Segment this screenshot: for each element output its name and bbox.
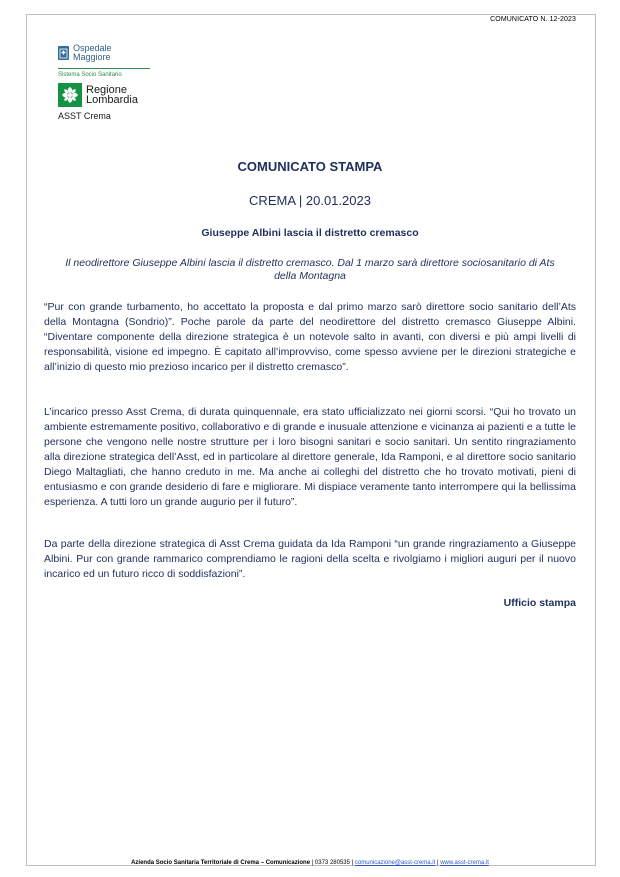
asst-crema-label: ASST Crema (58, 111, 111, 121)
lombardy-rose-icon (58, 83, 82, 107)
hospital-icon (58, 46, 69, 60)
asst-crema-logo (58, 44, 158, 121)
footer (0, 860, 620, 866)
lombardia-label: Lombardia (86, 94, 138, 106)
footer-website-link[interactable]: www.asst-crema.it (440, 860, 489, 866)
headline: Giuseppe Albini lascia il distretto cremasco (201, 227, 419, 239)
subtitle: Il neodirettore Giuseppe Albini lascia il distretto cremasco. Dal 1 marzo sarà direttore sociosanitario di Ats della Montagna (65, 257, 555, 282)
ospedale-label: Ospedale (73, 43, 112, 53)
body-paragraph-3: Da parte della direzione strategica di Asst Crema guidata da Ida Ramponi “un grande ringraziamento a Giuseppe Albini. Pur con grande rammarico comprendiamo le ragioni della scelta e rivolgiamo i migliori auguri per il nuovo incarico ed un futuro ricco di soddisfazioni”. (44, 538, 576, 580)
logo-divider (58, 68, 150, 69)
body-paragraph-2: L’incarico presso Asst Crema, di durata quinquennale, era stato ufficializzato nei giorni scorsi. “Qui ho trovato un ambiente estremamente positivo, collaborativo e di grande e inusuale attenzione e vicinanza ai pazienti e a tutte le persone che vengono nelle nostre strutture per i loro bisogni sanitari e socio sanitari. Un sentito ringraziamento alla direzione strategica dell’Asst, ed in particolare al direttore generale, Ida Ramponi, e al direttore socio sanitario Diego Maltagliati, che hanno creduto in me. Ma anche ai colleghi del distretto che ho trovato motivati, pieni di entusiasmo e con grande desiderio di fare e migliorare. Mi dispiace veramente tanto interrompere qui la bellissima esperienza. A tutti loro un grande augurio per il futuro”. (44, 406, 576, 508)
footer-org: Azienda Socio Sanitaria Territoriale di Crema – Comunicazione (131, 860, 311, 866)
document-date: CREMA | 20.01.2023 (249, 193, 371, 208)
footer-separator: | (435, 860, 441, 866)
ospedale-maggiore-logo (58, 44, 158, 62)
signature: Ufficio stampa (503, 597, 576, 609)
footer-phone: | 0373 280535 | (310, 860, 355, 866)
regione-lombardia-logo (58, 83, 158, 107)
footer-email-link[interactable]: comunicazione@asst-crema.it (354, 860, 436, 866)
document-title: COMUNICATO STAMPA (237, 159, 383, 174)
maggiore-label: Maggiore (73, 52, 111, 62)
regione-label: Regione (86, 84, 127, 96)
sistema-socio-sanitario-label: Sistema Socio Sanitario (58, 72, 122, 78)
body-paragraph-1: “Pur con grande turbamento, ho accettato la proposta e dal primo marzo sarò direttore socio sanitario dell’Ats della Montagna (Sondrio)”. Poche parole da parte del neodirettore del distretto cremasco Giuseppe Albini. “Diventare componente della direzione strategica è un notevole salto in avanti, con diversi e più ampi livelli di responsabilità, visione ed impegno. È capitato all’improvviso, come spesso avviene per le direzioni strategiche e all’inizio di questo mio prezioso incarico per il distretto cremasco”. (44, 301, 576, 373)
comunicato-number: COMUNICATO N. 12-2023 (490, 16, 576, 23)
